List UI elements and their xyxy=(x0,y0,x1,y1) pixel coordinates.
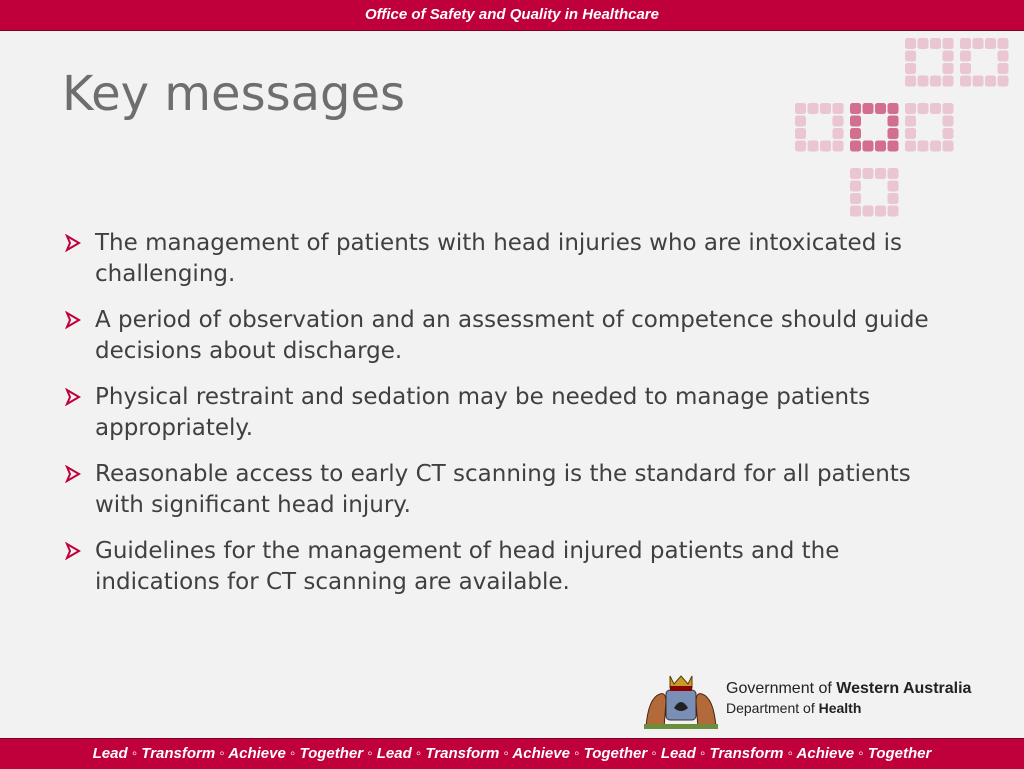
deco-square xyxy=(905,116,916,127)
deco-square xyxy=(918,76,929,87)
deco-square xyxy=(863,206,874,217)
deco-square xyxy=(930,103,941,114)
deco-square xyxy=(943,51,954,62)
deco-square xyxy=(905,103,916,114)
deco-square xyxy=(875,206,886,217)
deco-square xyxy=(905,63,916,74)
deco-square xyxy=(888,103,899,114)
arrow-bullet-icon xyxy=(64,465,82,483)
deco-square xyxy=(905,141,916,152)
government-name: Government of Western Australia xyxy=(726,680,972,697)
deco-square xyxy=(918,103,929,114)
deco-square xyxy=(850,206,861,217)
deco-square xyxy=(888,206,899,217)
deco-square xyxy=(863,168,874,179)
deco-square xyxy=(985,76,996,87)
deco-square xyxy=(888,141,899,152)
slide-title: Key messages xyxy=(62,66,406,122)
deco-square xyxy=(943,76,954,87)
department-name: Department of Health xyxy=(726,700,862,716)
deco-square xyxy=(820,103,831,114)
deco-square xyxy=(833,103,844,114)
header-title: Office of Safety and Quality in Healthcare xyxy=(365,6,659,23)
deco-square xyxy=(943,103,954,114)
deco-square xyxy=(930,38,941,49)
bullet-text: Physical restraint and sedation may be needed to manage patients appropriately. xyxy=(95,384,871,441)
arrow-bullet-icon xyxy=(64,542,82,560)
bullet-text: A period of observation and an assessment of competence should guide decisions about discharge. xyxy=(95,307,929,364)
deco-square xyxy=(985,38,996,49)
deco-square xyxy=(850,193,861,204)
deco-square xyxy=(850,181,861,192)
deco-square xyxy=(998,51,1009,62)
deco-square xyxy=(943,116,954,127)
deco-square xyxy=(998,76,1009,87)
deco-square xyxy=(795,103,806,114)
deco-square xyxy=(888,181,899,192)
deco-square xyxy=(930,141,941,152)
bullet-item xyxy=(62,536,962,598)
deco-square xyxy=(863,103,874,114)
deco-square xyxy=(905,76,916,87)
deco-square xyxy=(943,63,954,74)
deco-square xyxy=(850,141,861,152)
decorative-squares-icon xyxy=(790,34,1015,234)
deco-square xyxy=(960,63,971,74)
government-logo xyxy=(640,668,1015,730)
deco-square xyxy=(833,128,844,139)
deco-square xyxy=(795,141,806,152)
deco-square xyxy=(930,76,941,87)
bullet-text: Reasonable access to early CT scanning is the standard for all patients with significant head injury. xyxy=(95,461,911,518)
deco-square xyxy=(808,103,819,114)
deco-square xyxy=(943,128,954,139)
deco-square xyxy=(905,128,916,139)
deco-square xyxy=(850,116,861,127)
deco-square xyxy=(973,76,984,87)
header-bar xyxy=(0,0,1024,31)
deco-square xyxy=(863,141,874,152)
deco-square xyxy=(795,128,806,139)
deco-square xyxy=(998,38,1009,49)
coat-of-arms-icon xyxy=(640,668,722,730)
bullet-text: The management of patients with head injuries who are intoxicated is challenging. xyxy=(95,230,902,287)
footer-bar xyxy=(0,738,1024,769)
deco-square xyxy=(960,51,971,62)
bullet-item xyxy=(62,459,962,521)
deco-square xyxy=(943,38,954,49)
deco-square xyxy=(850,103,861,114)
bullet-item xyxy=(62,228,962,290)
deco-square xyxy=(918,141,929,152)
deco-square xyxy=(850,128,861,139)
deco-square xyxy=(850,168,861,179)
deco-square xyxy=(960,38,971,49)
deco-square xyxy=(888,168,899,179)
arrow-bullet-icon xyxy=(64,388,82,406)
deco-square xyxy=(875,103,886,114)
deco-square xyxy=(905,38,916,49)
deco-square xyxy=(973,38,984,49)
deco-square xyxy=(960,76,971,87)
deco-square xyxy=(795,116,806,127)
deco-square xyxy=(998,63,1009,74)
deco-square xyxy=(808,141,819,152)
deco-square xyxy=(875,141,886,152)
arrow-bullet-icon xyxy=(64,311,82,329)
deco-square xyxy=(888,116,899,127)
deco-square xyxy=(943,141,954,152)
bullet-text: Guidelines for the management of head injured patients and the indications for CT scanning are available. xyxy=(95,538,840,595)
bullet-list xyxy=(62,228,962,613)
deco-square xyxy=(820,141,831,152)
deco-square xyxy=(833,116,844,127)
deco-square xyxy=(888,193,899,204)
deco-square xyxy=(918,38,929,49)
deco-square xyxy=(833,141,844,152)
deco-square xyxy=(875,168,886,179)
bullet-item xyxy=(62,382,962,444)
arrow-bullet-icon xyxy=(64,234,82,252)
bullet-item xyxy=(62,305,962,367)
deco-square xyxy=(888,128,899,139)
footer-motto: Lead ◦ Transform ◦ Achieve ◦ Together ◦ Lead ◦ Transform ◦ Achieve ◦ Together ◦ Lead ◦ Transform ◦ Achieve ◦ Together xyxy=(92,745,932,762)
deco-square xyxy=(905,51,916,62)
